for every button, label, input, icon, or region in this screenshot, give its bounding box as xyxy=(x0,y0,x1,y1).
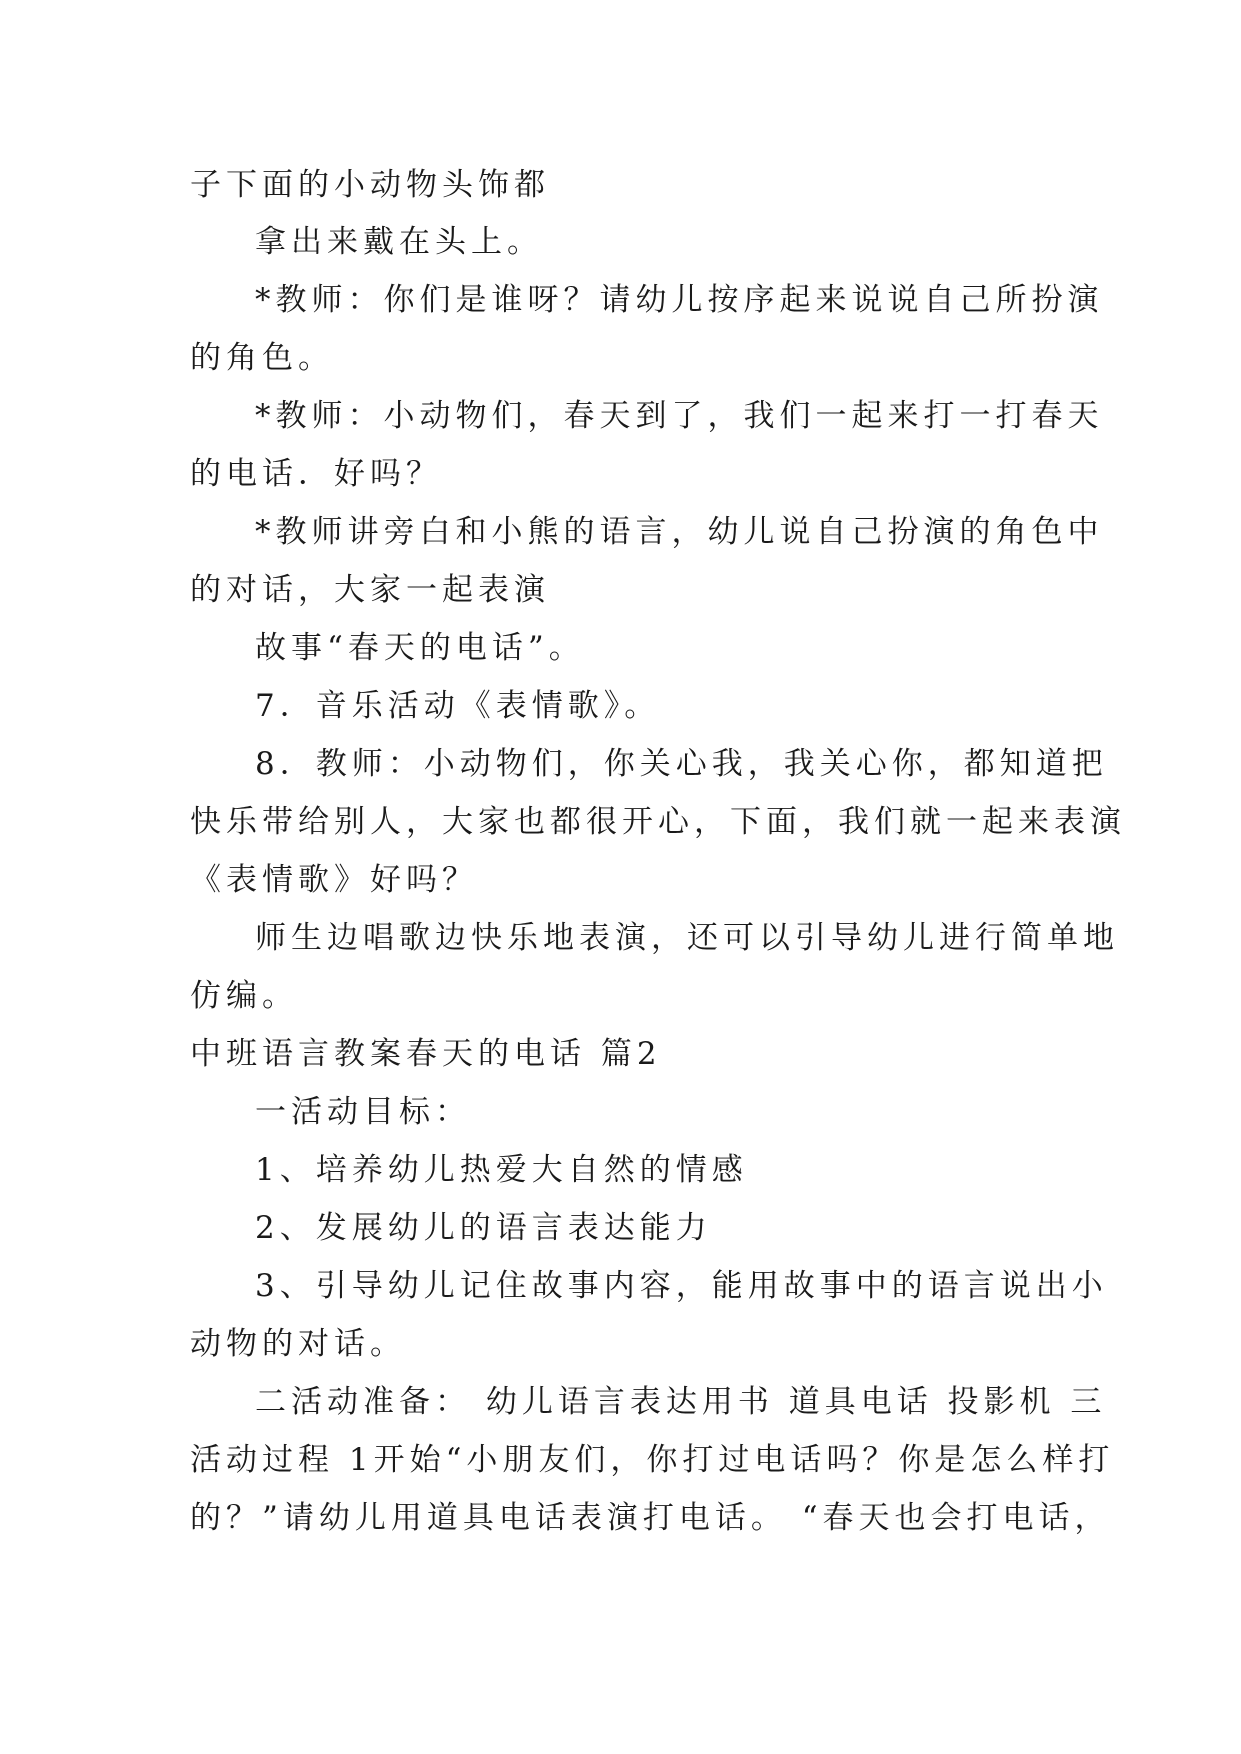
text-line: *教师：你们是谁呀？请幼儿按序起来说说自己所扮演 xyxy=(255,282,1104,318)
text-line: 的角色。 xyxy=(190,340,334,376)
text-line: 的？”请幼儿用道具电话表演打电话。 “春天也会打电话， xyxy=(190,1500,1111,1536)
text-line: *教师讲旁白和小熊的语言，幼儿说自己扮演的角色中 xyxy=(255,514,1104,550)
text-line: 活动过程 1开始“小朋友们，你打过电话吗？你是怎么样打 xyxy=(190,1442,1115,1478)
text-line: 7．音乐活动《表情歌》。 xyxy=(255,688,661,724)
text-line: 的对话，大家一起表演 xyxy=(190,572,550,608)
text-line: 动物的对话。 xyxy=(190,1326,406,1362)
text-line: 3、引导幼儿记住故事内容，能用故事中的语言说出小 xyxy=(255,1268,1108,1304)
text-line: 一活动目标： xyxy=(255,1094,471,1130)
text-line: 8．教师：小动物们，你关心我，我关心你，都知道把 xyxy=(255,746,1108,782)
section-heading: 中班语言教案春天的电话 篇2 xyxy=(190,1036,662,1072)
text-line: 的电话．好吗？ xyxy=(190,456,442,492)
text-line: 子下面的小动物头饰都 xyxy=(190,167,550,203)
text-line: 2、发展幼儿的语言表达能力 xyxy=(255,1210,712,1246)
text-line: 师生边唱歌边快乐地表演，还可以引导幼儿进行简单地 xyxy=(255,920,1119,956)
text-line: 故事“春天的电话”。 xyxy=(255,630,585,666)
text-line: 仿编。 xyxy=(190,978,298,1014)
text-line: 二活动准备： 幼儿语言表达用书 道具电话 投影机 三 xyxy=(255,1384,1107,1420)
text-line: 拿出来戴在头上。 xyxy=(255,224,543,260)
text-line: 《表情歌》好吗？ xyxy=(190,862,478,898)
text-line: 1、培养幼儿热爱大自然的情感 xyxy=(255,1152,748,1188)
text-line: 快乐带给别人，大家也都很开心，下面，我们就一起来表演 xyxy=(190,804,1126,840)
text-line: *教师：小动物们，春天到了，我们一起来打一打春天 xyxy=(255,398,1104,434)
